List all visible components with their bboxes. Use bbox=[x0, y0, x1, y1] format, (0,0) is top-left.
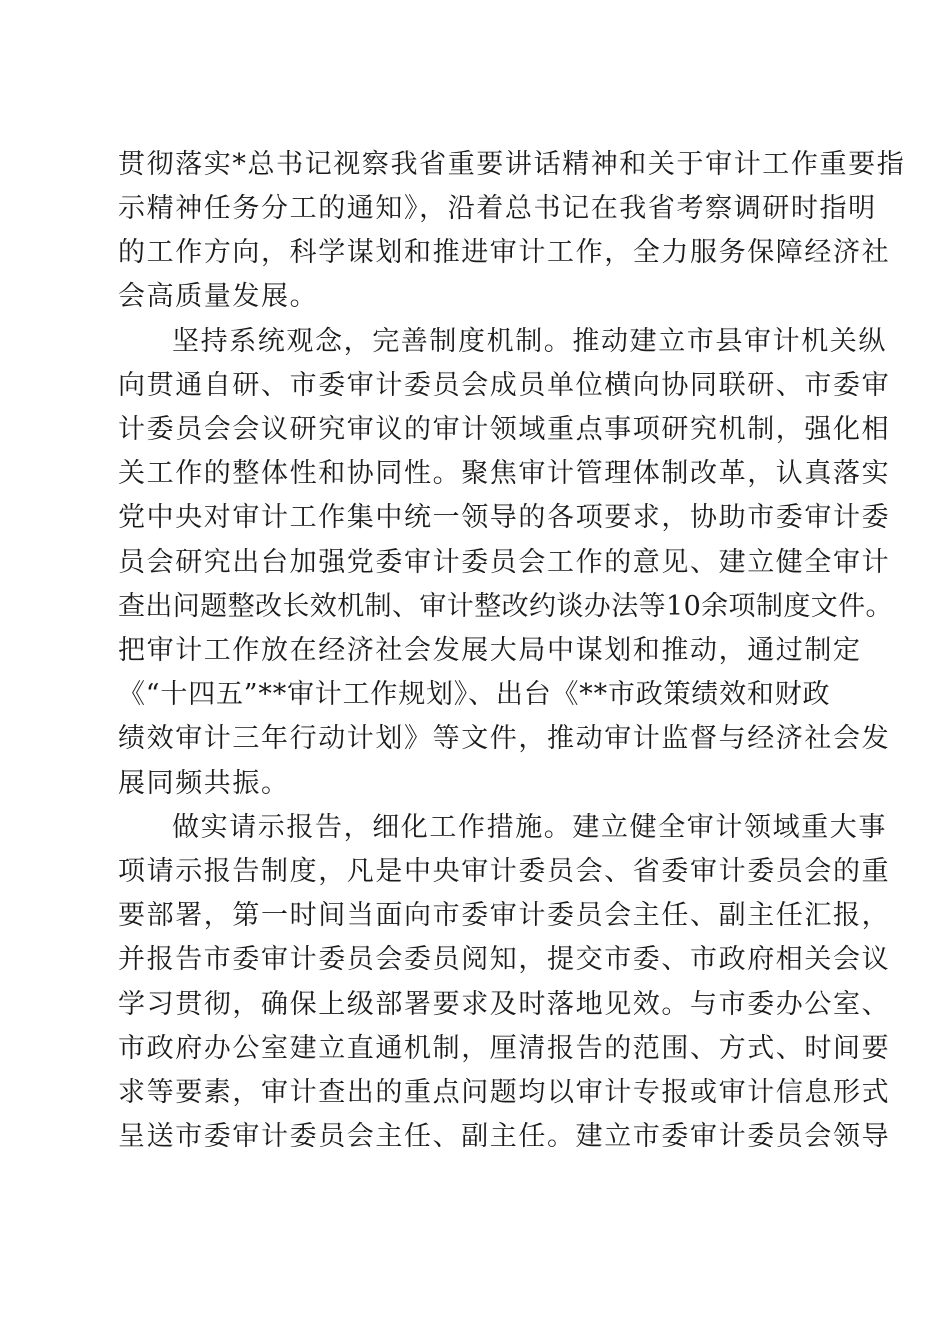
paragraph-2-line-2: 向贯通自研、市委审计委员会成员单位横向协同联研、市委审 bbox=[118, 370, 891, 401]
paragraph-1-line-4: 会高质量发展。 bbox=[118, 281, 319, 312]
paragraph-3-line-5: 学习贯彻，确保上级部署要求及时落地见效。与市委办公室、 bbox=[118, 989, 891, 1020]
paragraph-2-line-6: 员会研究出台加强党委审计委员会工作的意见、建立健全审计 bbox=[118, 547, 891, 578]
paragraph-2-line-8: 把审计工作放在经济社会发展大局中谋划和推动，通过制定 bbox=[118, 635, 862, 666]
paragraph-3-line-3: 要部署，第一时间当面向市委审计委员会主任、副主任汇报， bbox=[118, 900, 891, 931]
paragraph-2-line-9: 《“十四五”**审计工作规划》、出台《**市政策绩效和财政 bbox=[118, 679, 831, 710]
paragraph-1-line-1: 贯彻落实*总书记视察我省重要讲话精神和关于审计工作重要指 bbox=[118, 149, 906, 180]
paragraph-1-line-2: 示精神任务分工的通知》，沿着总书记在我省考察调研时指明 bbox=[118, 193, 877, 224]
paragraph-2-line-10: 绩效审计三年行动计划》等文件，推动审计监督与经济社会发 bbox=[118, 723, 891, 754]
paragraph-2-line-4: 关工作的整体性和协同性。聚焦审计管理体制改革，认真落实 bbox=[118, 458, 891, 489]
paragraph-3-line-1: 做实请示报告，细化工作措施。建立健全审计领域重大事 bbox=[172, 812, 887, 843]
paragraph-3-line-6: 市政府办公室建立直通机制，厘清报告的范围、方式、时间要 bbox=[118, 1033, 891, 1064]
paragraph-3-line-8: 呈送市委审计委员会主任、副主任。建立市委审计委员会领导 bbox=[118, 1121, 891, 1152]
paragraph-3-line-7: 求等要素，审计查出的重点问题均以审计专报或审计信息形式 bbox=[118, 1077, 891, 1108]
paragraph-2-line-11: 展同频共振。 bbox=[118, 768, 290, 799]
paragraph-2-line-1: 坚持系统观念，完善制度机制。推动建立市县审计机关纵 bbox=[172, 326, 887, 357]
paragraph-1-line-3: 的工作方向，科学谋划和推进审计工作，全力服务保障经济社 bbox=[118, 237, 891, 268]
paragraph-2-line-5: 党中央对审计工作集中统一领导的各项要求，协助市委审计委 bbox=[118, 502, 891, 533]
paragraph-3-line-4: 并报告市委审计委员会委员阅知，提交市委、市政府相关会议 bbox=[118, 944, 891, 975]
paragraph-2-line-3: 计委员会会议研究审议的审计领域重点事项研究机制，强化相 bbox=[118, 414, 891, 445]
paragraph-2-line-7: 查出问题整改长效机制、审计整改约谈办法等10余项制度文件。 bbox=[118, 591, 893, 622]
paragraph-3-line-2: 项请示报告制度，凡是中央审计委员会、省委审计委员会的重 bbox=[118, 856, 891, 887]
